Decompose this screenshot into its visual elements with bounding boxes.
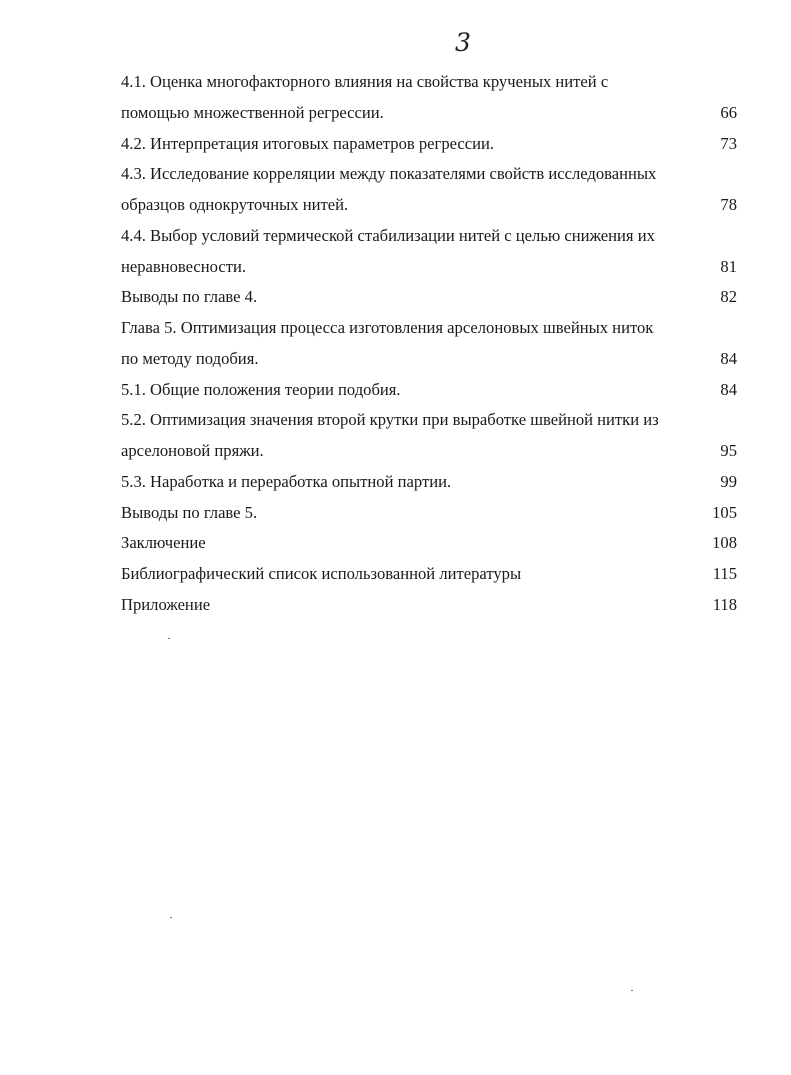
toc-line [121, 129, 737, 160]
toc-entry-page: 99 [720, 471, 737, 491]
toc-entry-text: Выводы по главе 4. [121, 287, 258, 307]
toc-entry-page: 82 [720, 287, 737, 307]
toc-line [121, 528, 737, 559]
toc-entry-text: помощью множественной регрессии. [121, 102, 384, 122]
table-of-contents [121, 67, 737, 621]
toc-entry-page: 108 [712, 533, 737, 553]
scan-speck [168, 638, 170, 639]
toc-line [121, 159, 737, 190]
toc-entry-page: 95 [720, 441, 737, 460]
toc-line [121, 405, 737, 436]
toc-entry-page: 118 [712, 594, 737, 614]
toc-entry-text: 4.4. Выбор условий термической стабилизации нитей с целью снижения их [121, 225, 655, 245]
toc-line [121, 282, 737, 313]
toc-entry-page: 81 [720, 256, 737, 276]
toc-entry-text: неравновесности. [121, 256, 247, 276]
toc-entry-text: Заключение [121, 533, 206, 553]
toc-entry-text: Выводы по главе 5. [121, 502, 258, 522]
toc-line [121, 498, 737, 529]
toc-entry-text: Приложение [121, 594, 211, 614]
toc-entry-page: 84 [720, 379, 737, 399]
toc-entry-text: Библиографический список использованной литературы [121, 564, 522, 583]
toc-line [121, 313, 737, 344]
toc-line [121, 67, 737, 98]
toc-entry-text: 4.2. Интерпретация итоговых параметров регрессии. [121, 133, 495, 153]
scan-speck [170, 917, 172, 918]
toc-line [121, 436, 737, 467]
toc-line [121, 252, 737, 283]
toc-entry-text: 5.3. Наработка и переработка опытной партии. [121, 471, 452, 491]
toc-entry-page: 84 [720, 348, 737, 368]
toc-line [121, 467, 737, 498]
page-number: 3 [455, 28, 471, 57]
toc-entry-text: по методу подобия. [121, 348, 259, 368]
toc-line [121, 590, 737, 621]
toc-entry-page: 78 [720, 195, 737, 214]
toc-entry-text: Глава 5. Оптимизация процесса изготовления арселоновых швейных ниток [121, 318, 654, 337]
toc-entry-text: 5.1. Общие положения теории подобия. [121, 379, 401, 399]
toc-entry-text: арселоновой пряжи. [121, 441, 264, 460]
toc-entry-page: 73 [720, 133, 737, 153]
toc-entry-text: образцов однокруточных нитей. [121, 195, 349, 214]
toc-line [121, 344, 737, 375]
toc-entry-page: 66 [720, 102, 737, 122]
toc-line [121, 375, 737, 406]
toc-line [121, 190, 737, 221]
toc-line [121, 559, 737, 590]
toc-entry-page: 115 [712, 564, 737, 583]
scan-speck [631, 990, 633, 991]
toc-entry-text: 4.3. Исследование корреляции между показателями свойств исследованных [121, 164, 657, 184]
toc-entry-page: 105 [712, 502, 737, 522]
toc-entry-text: 5.2. Оптимизация значения второй крутки при выработке швейной нитки из [121, 410, 659, 430]
toc-line [121, 221, 737, 252]
toc-line [121, 98, 737, 129]
toc-entry-text: 4.1. Оценка многофакторного влияния на свойства крученых нитей с [121, 72, 609, 91]
